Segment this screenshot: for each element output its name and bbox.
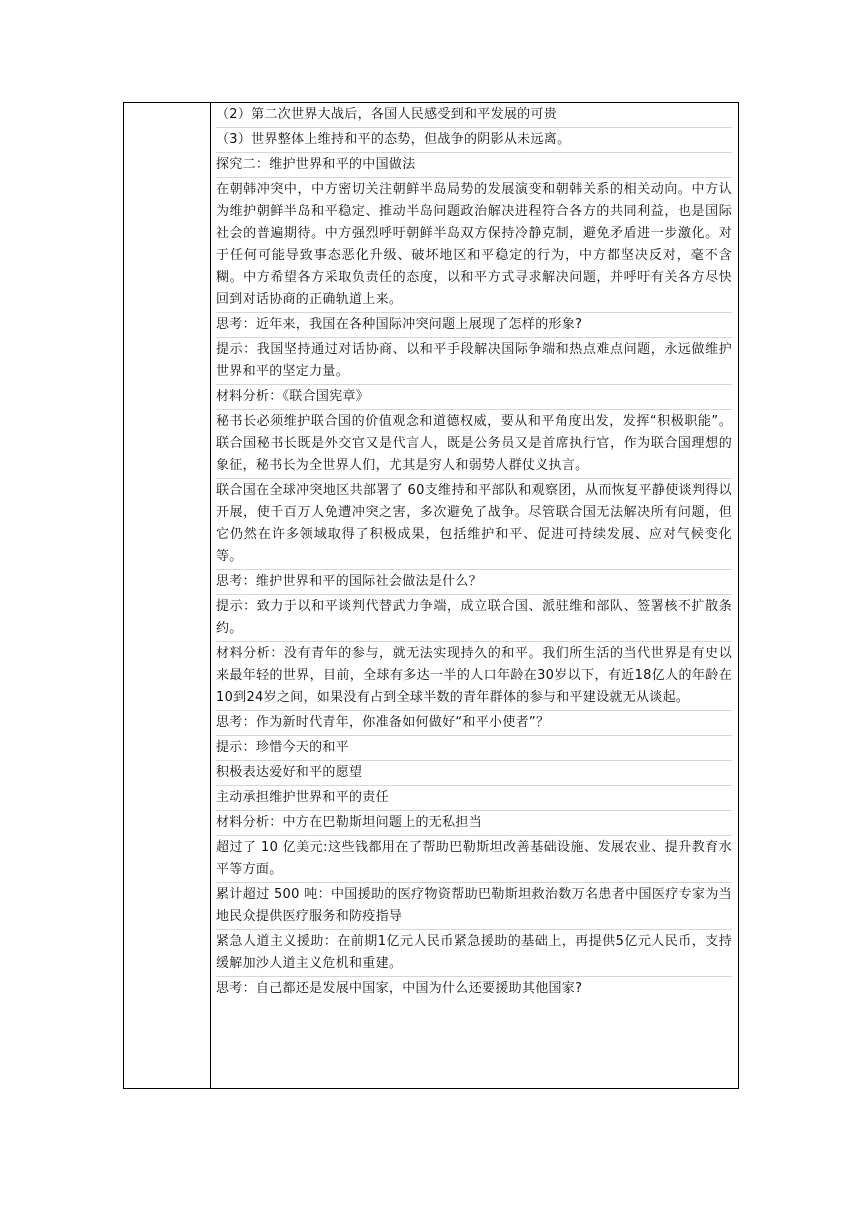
question: 思考：近年来，我国在各种国际冲突问题上展现了怎样的形象? xyxy=(216,313,732,338)
paragraph: 积极表达爱好和平的愿望 xyxy=(216,761,732,786)
material-paragraph: 材料分析：没有青年的参与，就无法实现持久的和平。我们所生活的当代世界是有史以来最年轻的世界，目前，全球有多达一半的人口年龄在30岁以下，有近18亿人的年龄在10到24岁之间，如果没有占到全球半数的青年群体的参与和平建设就无从谈起。 xyxy=(216,642,732,711)
question: 思考：作为新时代青年，你准备如何做好“和平小使者”？ xyxy=(216,711,732,736)
content-body xyxy=(211,103,738,1001)
paragraph: 累计超过 500 吨：中国援助的医疗物资帮助巴勒斯坦救治数万名患者中国医疗专家为当地民众提供医疗服务和防疫指导 xyxy=(216,883,732,930)
paragraph: 联合国在全球冲突地区共部署了 60支维持和平部队和观察团，从而恢复平静使谈判得以开展，使千百万人免遭冲突之害，多次避免了战争。尽管联合国无法解决所有问题，但它仍然在许多领域取得了积极成果，包括维护和平、促进可持续发展、应对气候变化等。 xyxy=(216,479,732,570)
paragraph: 秘书长必须维护联合国的价值观念和道德权威，要从和平角度出发，发挥“积极职能”。联合国秘书长既是外交官又是代言人，既是公务员又是首席执行官，作为联合国理想的象征，秘书长为全世界人们，尤其是穷人和弱势人群仗义执言。 xyxy=(216,410,732,479)
paragraph: 主动承担维护世界和平的责任 xyxy=(216,786,732,811)
material-heading: 材料分析：中方在巴勒斯坦问题上的无私担当 xyxy=(216,811,732,836)
question: 思考：维护世界和平的国际社会做法是什么？ xyxy=(216,570,732,595)
hint: 提示：我国坚持通过对话协商、以和平手段解决国际争端和热点难点问题，永远做维护世界和平的坚定力量。 xyxy=(216,338,732,385)
paragraph: 紧急人道主义援助：在前期1亿元人民币紧急援助的基础上，再提供5亿元人民币，支持缓解加沙人道主义危机和重建。 xyxy=(216,930,732,977)
section-heading: 探究二：维护世界和平的中国做法 xyxy=(216,153,732,178)
lesson-table xyxy=(123,102,739,1089)
content-cell xyxy=(211,103,739,1089)
question: 思考：自己都还是发展中国家，中国为什么还要援助其他国家? xyxy=(216,981,583,996)
left-column-cell xyxy=(124,103,211,1089)
paragraph: （2）第二次世界大战后，各国人民感受到和平发展的可贵 xyxy=(216,103,732,128)
table-row xyxy=(124,103,739,1089)
paragraph: 在朝韩冲突中，中方密切关注朝鲜半岛局势的发展演变和朝韩关系的相关动向。中方认为维护朝鲜半岛和平稳定、推动半岛问题政治解决进程符合各方的共同利益，也是国际社会的普遍期待。中方强烈呼吁朝鲜半岛双方保持冷静克制，避免矛盾进一步激化。对于任何可能导致事态恶化升级、破坏地区和平稳定的行为，中方都坚决反对，毫不含糊。中方希望各方采取负责任的态度，以和平方式寻求解决问题，并呼吁有关各方尽快回到对话协商的正确轨道上来。 xyxy=(216,178,732,313)
hint: 提示：致力于以和平谈判代替武力争端，成立联合国、派驻维和部队、签署核不扩散条约。 xyxy=(216,595,732,642)
paragraph: （3）世界整体上维持和平的态势，但战争的阴影从未远离。 xyxy=(216,128,732,153)
material-heading: 材料分析：《联合国宪章》 xyxy=(216,385,732,410)
hint: 提示：珍惜今天的和平 xyxy=(216,736,732,761)
paragraph: 超过了 10 亿美元:这些钱都用在了帮助巴勒斯坦改善基础设施、发展农业、提升教育水平等方面。 xyxy=(216,836,732,883)
